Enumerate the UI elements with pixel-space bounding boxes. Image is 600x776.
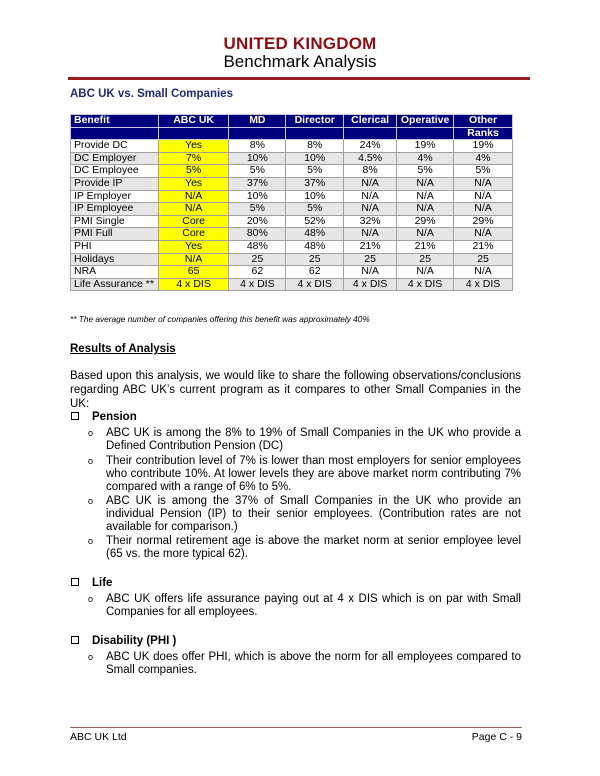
footer-divider	[70, 727, 522, 728]
benchmark-value-cell: 10%	[229, 152, 286, 165]
benchmark-value-cell: 48%	[286, 228, 344, 241]
benchmark-value-cell: 19%	[397, 140, 454, 153]
table-row	[71, 203, 513, 216]
benefit-name-cell: Life Assurance **	[71, 278, 159, 291]
abc-uk-value-cell: Yes	[158, 240, 229, 253]
col-header-other-ranks: Other	[454, 115, 513, 128]
abc-uk-value-cell: 4 x DIS	[158, 278, 229, 291]
benchmark-table	[70, 114, 513, 291]
benchmark-value-cell: 25	[344, 253, 397, 266]
results-intro: Based upon this analysis, we would like to share the following observations/conclusions regarding ABC UK’s current program as it compares to other Small Companies in the UK:	[70, 370, 521, 410]
bullet-text: Their normal retirement age is above the market norm at senior employee level (65 vs. the more typical 62).	[106, 535, 521, 561]
benchmark-value-cell: 5%	[397, 165, 454, 178]
table-row	[71, 177, 513, 190]
benchmark-value-cell: N/A	[397, 266, 454, 279]
benchmark-value-cell: N/A	[397, 190, 454, 203]
bullet-text: ABC UK is among the 8% to 19% of Small Companies in the UK who provide a Defined Contribution Pension (DC)	[106, 427, 521, 453]
benefit-name-cell: Provide IP	[71, 177, 159, 190]
abc-uk-value-cell: 7%	[158, 152, 229, 165]
col-header-operative: Operative	[397, 115, 454, 128]
benchmark-value-cell: 10%	[286, 152, 344, 165]
abc-uk-value-cell: 5%	[158, 165, 229, 178]
abc-uk-value-cell: N/A	[158, 190, 229, 203]
table-row	[71, 165, 513, 178]
page-title: UNITED KINGDOM	[223, 34, 377, 53]
benefit-name-cell: DC Employee	[71, 165, 159, 178]
benchmark-value-cell: N/A	[344, 177, 397, 190]
list-item	[88, 495, 521, 535]
benchmark-value-cell: 4 x DIS	[229, 278, 286, 291]
table-row	[71, 240, 513, 253]
benchmark-value-cell: N/A	[454, 190, 513, 203]
benchmark-value-cell: 4%	[454, 152, 513, 165]
benchmark-value-cell: N/A	[397, 177, 454, 190]
hollow-circle-icon: o	[88, 496, 94, 506]
table-row	[71, 253, 513, 266]
benchmark-value-cell: N/A	[454, 228, 513, 241]
benchmark-value-cell: 48%	[286, 240, 344, 253]
table-footnote: ** The average number of companies offering this benefit was approximately 40%	[70, 314, 370, 324]
table-row	[71, 215, 513, 228]
abc-uk-value-cell: N/A	[158, 253, 229, 266]
category-title: Pension	[92, 411, 137, 423]
col-header-clerical: Clerical	[344, 115, 397, 128]
footer-page-number: Page C - 9	[471, 731, 522, 743]
benchmark-value-cell: N/A	[344, 266, 397, 279]
section-title: ABC UK vs. Small Companies	[70, 88, 233, 100]
abc-uk-value-cell: Core	[158, 215, 229, 228]
benchmark-value-cell: 29%	[454, 215, 513, 228]
benchmark-value-cell: N/A	[397, 203, 454, 216]
col-header-benefit: Benefit	[71, 115, 159, 128]
benchmark-value-cell: 24%	[344, 140, 397, 153]
col-header-cell	[158, 127, 229, 140]
col-header-cell	[344, 127, 397, 140]
category-title: Life	[92, 577, 113, 589]
benchmark-value-cell: 4.5%	[344, 152, 397, 165]
benefit-name-cell: Provide DC	[71, 140, 159, 153]
hollow-square-icon	[71, 412, 79, 420]
benchmark-value-cell: 37%	[229, 177, 286, 190]
col-header-cell	[286, 127, 344, 140]
results-heading: Results of Analysis	[70, 343, 176, 355]
benchmark-value-cell: 5%	[229, 165, 286, 178]
list-item	[88, 535, 521, 561]
benchmark-value-cell: 52%	[286, 215, 344, 228]
benefit-name-cell: DC Employer	[71, 152, 159, 165]
benefit-name-cell: PHI	[71, 240, 159, 253]
footer-company: ABC UK Ltd	[70, 731, 127, 743]
benchmark-value-cell: N/A	[344, 228, 397, 241]
abc-uk-value-cell: 65	[158, 266, 229, 279]
col-header-other-ranks-2: Ranks	[454, 127, 513, 140]
hollow-circle-icon: o	[88, 536, 94, 546]
category-life	[70, 577, 112, 589]
category-title: Disability (PHI )	[92, 635, 177, 647]
benefit-name-cell: IP Employer	[71, 190, 159, 203]
col-header-director: Director	[286, 115, 344, 128]
benchmark-value-cell: 62	[286, 266, 344, 279]
table-row	[71, 266, 513, 279]
col-header-cell	[71, 127, 159, 140]
abc-uk-value-cell: Yes	[158, 140, 229, 153]
benchmark-value-cell: 10%	[286, 190, 344, 203]
benchmark-value-cell: 25	[229, 253, 286, 266]
benchmark-value-cell: 4 x DIS	[397, 278, 454, 291]
hollow-circle-icon: o	[88, 428, 94, 438]
benchmark-value-cell: 4 x DIS	[454, 278, 513, 291]
benchmark-value-cell: 21%	[454, 240, 513, 253]
benchmark-value-cell: 8%	[229, 140, 286, 153]
benchmark-value-cell: N/A	[344, 203, 397, 216]
table-row	[71, 228, 513, 241]
abc-uk-value-cell: Yes	[158, 177, 229, 190]
benchmark-value-cell: 5%	[229, 203, 286, 216]
benchmark-value-cell: 4%	[397, 152, 454, 165]
list-item	[88, 651, 521, 677]
benchmark-value-cell: 32%	[344, 215, 397, 228]
benchmark-value-cell: 37%	[286, 177, 344, 190]
benefit-name-cell: PMI Full	[71, 228, 159, 241]
table-row	[71, 190, 513, 203]
category-disability	[70, 635, 176, 647]
benchmark-value-cell: N/A	[454, 203, 513, 216]
list-item	[88, 593, 521, 619]
abc-uk-value-cell: N/A	[158, 203, 229, 216]
benchmark-value-cell: 5%	[454, 165, 513, 178]
hollow-square-icon	[71, 636, 79, 644]
abc-uk-value-cell: Core	[158, 228, 229, 241]
benchmark-value-cell: 8%	[286, 140, 344, 153]
benchmark-value-cell: 20%	[229, 215, 286, 228]
benchmark-value-cell: 48%	[229, 240, 286, 253]
benchmark-value-cell: N/A	[454, 177, 513, 190]
benchmark-value-cell: 25	[454, 253, 513, 266]
col-header-abc-uk: ABC UK	[158, 115, 229, 128]
col-header-md: MD	[229, 115, 286, 128]
table-row	[71, 152, 513, 165]
benchmark-value-cell: 5%	[286, 203, 344, 216]
benchmark-value-cell: 25	[397, 253, 454, 266]
benchmark-value-cell: 21%	[344, 240, 397, 253]
benchmark-value-cell: 29%	[397, 215, 454, 228]
benchmark-value-cell: 4 x DIS	[286, 278, 344, 291]
hollow-circle-icon: o	[88, 456, 94, 466]
table-header-row-2	[71, 127, 513, 140]
benchmark-value-cell: 21%	[397, 240, 454, 253]
benchmark-value-cell: 8%	[344, 165, 397, 178]
bullet-text: Their contribution level of 7% is lower than most employers for senior employees who contribute 10%. At lower levels they are above market norm contributing 7% compared with a range of 6% to 5%.	[106, 455, 521, 494]
bullet-text: ABC UK offers life assurance paying out at 4 x DIS which is on par with Small Companies for all employees.	[106, 593, 521, 619]
list-item	[88, 455, 521, 495]
benchmark-value-cell: 5%	[286, 165, 344, 178]
bullet-text: ABC UK is among the 37% of Small Companies in the UK who provide an individual Pension (IP) to their senior employees. (Contribution rates are not available for comparison.)	[106, 495, 521, 534]
table-row	[71, 140, 513, 153]
benefit-name-cell: Holidays	[71, 253, 159, 266]
benefit-name-cell: NRA	[71, 266, 159, 279]
benchmark-value-cell: 4 x DIS	[344, 278, 397, 291]
col-header-cell	[397, 127, 454, 140]
bullet-text: ABC UK does offer PHI, which is above the norm for all employees compared to Small companies.	[106, 651, 521, 677]
benchmark-value-cell: 62	[229, 266, 286, 279]
category-pension	[70, 411, 137, 423]
header-divider	[68, 77, 530, 80]
benchmark-value-cell: 25	[286, 253, 344, 266]
table-row	[71, 278, 513, 291]
table-header-row	[71, 115, 513, 128]
hollow-circle-icon: o	[88, 652, 94, 662]
benefit-name-cell: IP Employee	[71, 203, 159, 216]
benefit-name-cell: PMI Single	[71, 215, 159, 228]
hollow-square-icon	[71, 578, 79, 586]
col-header-cell	[229, 127, 286, 140]
list-item	[88, 427, 521, 453]
benchmark-value-cell: N/A	[344, 190, 397, 203]
benchmark-value-cell: N/A	[397, 228, 454, 241]
benchmark-value-cell: 10%	[229, 190, 286, 203]
hollow-circle-icon: o	[88, 594, 94, 604]
benchmark-value-cell: 80%	[229, 228, 286, 241]
benchmark-value-cell: N/A	[454, 266, 513, 279]
page-subtitle: Benchmark Analysis	[223, 52, 377, 71]
benchmark-value-cell: 19%	[454, 140, 513, 153]
